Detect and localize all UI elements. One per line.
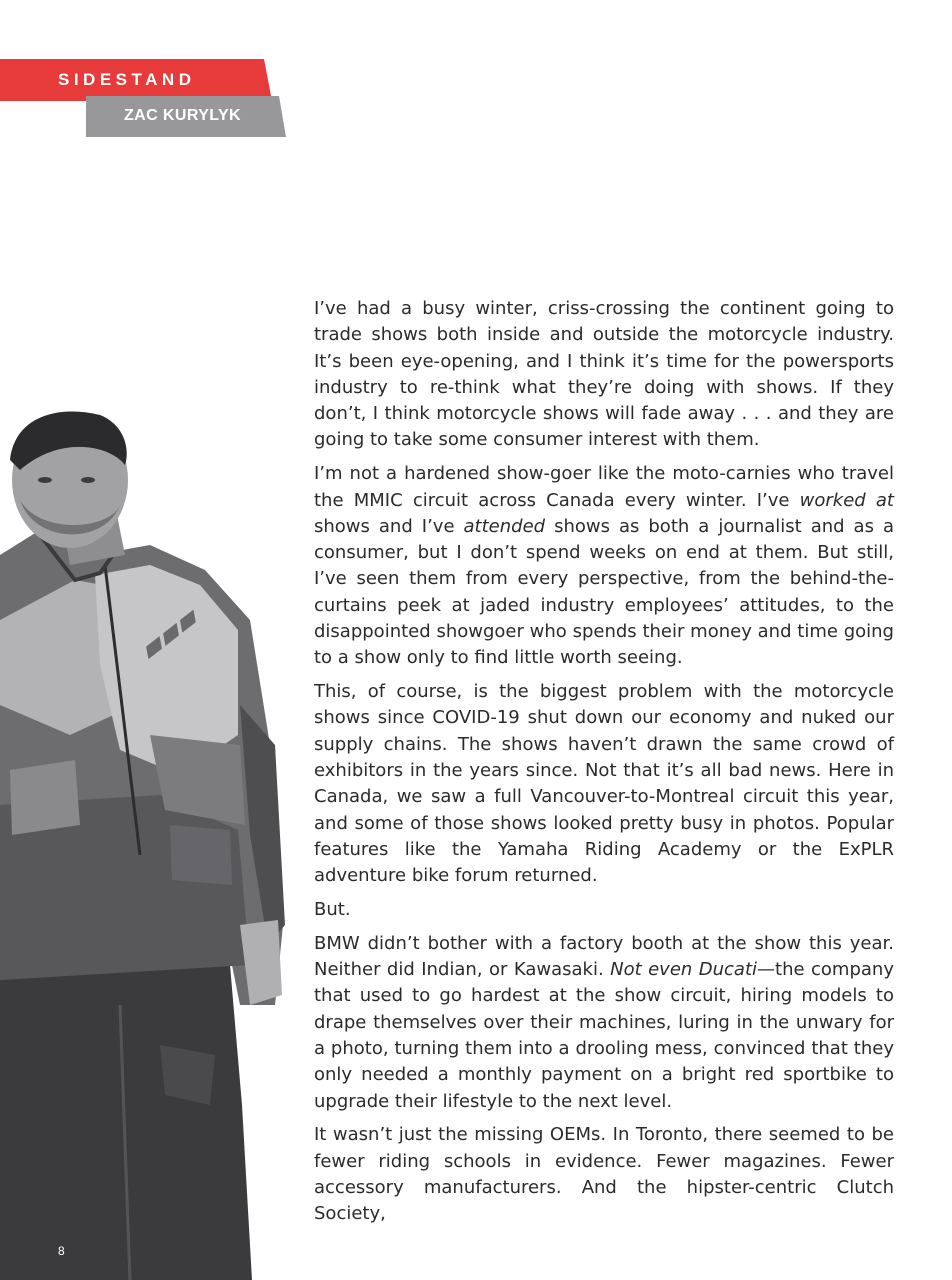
emphasis-text: attended <box>463 515 546 537</box>
paragraph-text: I’ve had a busy winter, criss-crossing the continent going to trade shows both inside and outside the motorcycle industry. It’s been eye-opening, and I think it’s time for the powersports industry to re-think what they’re doing with shows. If they don’t, I think motorcycle shows will fade away . . . and they are going to take some consumer interest with them. <box>314 298 894 451</box>
author-name: ZAC KURYLYK <box>124 107 242 124</box>
article-body <box>314 296 894 1235</box>
article-paragraph <box>314 296 894 454</box>
paragraph-text: BMW didn’t bother with a factory booth at the show this year. Neither did Indian, or Kawasaki. <box>314 932 894 981</box>
jeans-shape <box>0 965 252 1280</box>
eye-left <box>38 477 52 483</box>
jacket-logo-mark: ▰▰▰ <box>134 600 205 665</box>
eye-right <box>81 477 95 483</box>
paragraph-text: It wasn’t just the missing OEMs. In Toronto, there seemed to be fewer riding schools in evidence. Fewer magazines. Fewer accessory manufacturers. And the hipster-centric Clutch Society, <box>314 1124 894 1225</box>
paragraph-text: This, of course, is the biggest problem with the motorcycle shows since COVID-19 shut down our economy and nuked our supply chains. The shows haven’t drawn the same crowd of exhibitors in the years since. Not that it’s all bad news. Here in Canada, we saw a full Vancouver-to-Montreal circuit this year, and some of those shows looked pretty busy in photos. Popular features like the Yamaha Riding Academy or the ExPLR adventure bike forum returned. <box>314 681 894 887</box>
article-paragraph <box>314 897 894 923</box>
article-paragraph <box>314 1122 894 1227</box>
paragraph-text: —the company that used to go hardest at the show circuit, hiring models to drape themselves over their machines, luring in the unwary for a photo, turning them into a drooling mess, convinced that they only needed a monthly payment on a bright red sportbike to upgrade their lifestyle to the next level. <box>314 959 894 1112</box>
article-paragraph <box>314 931 894 1115</box>
paragraph-text: shows as both a journalist and as a consumer, but I don’t spend weeks on end at them. But still, I’ve seen them from every perspective, from the behind-the-curtains peek at jaded industry employees’ attitudes, to the disappointed showgoer who spends their money and time going to a show only to find little worth seeing. <box>314 515 894 669</box>
page-number: 8 <box>58 1244 65 1258</box>
article-paragraph <box>314 679 894 889</box>
article-paragraph <box>314 461 894 671</box>
paragraph-text: I’m not a hardened show-goer like the moto-carnies who travel the MMIC circuit across Canada every winter. I’ve <box>314 463 894 511</box>
author-portrait-photo <box>0 405 290 1280</box>
emphasis-text: worked at <box>799 489 894 511</box>
section-title: SIDESTAND <box>58 70 196 89</box>
jacket-pocket-left <box>10 760 80 835</box>
jacket-pocket-right <box>170 825 232 885</box>
paragraph-text: shows and I’ve <box>314 515 464 537</box>
emphasis-text: Not even Ducati <box>610 959 758 981</box>
paragraph-text: But. <box>314 899 351 921</box>
